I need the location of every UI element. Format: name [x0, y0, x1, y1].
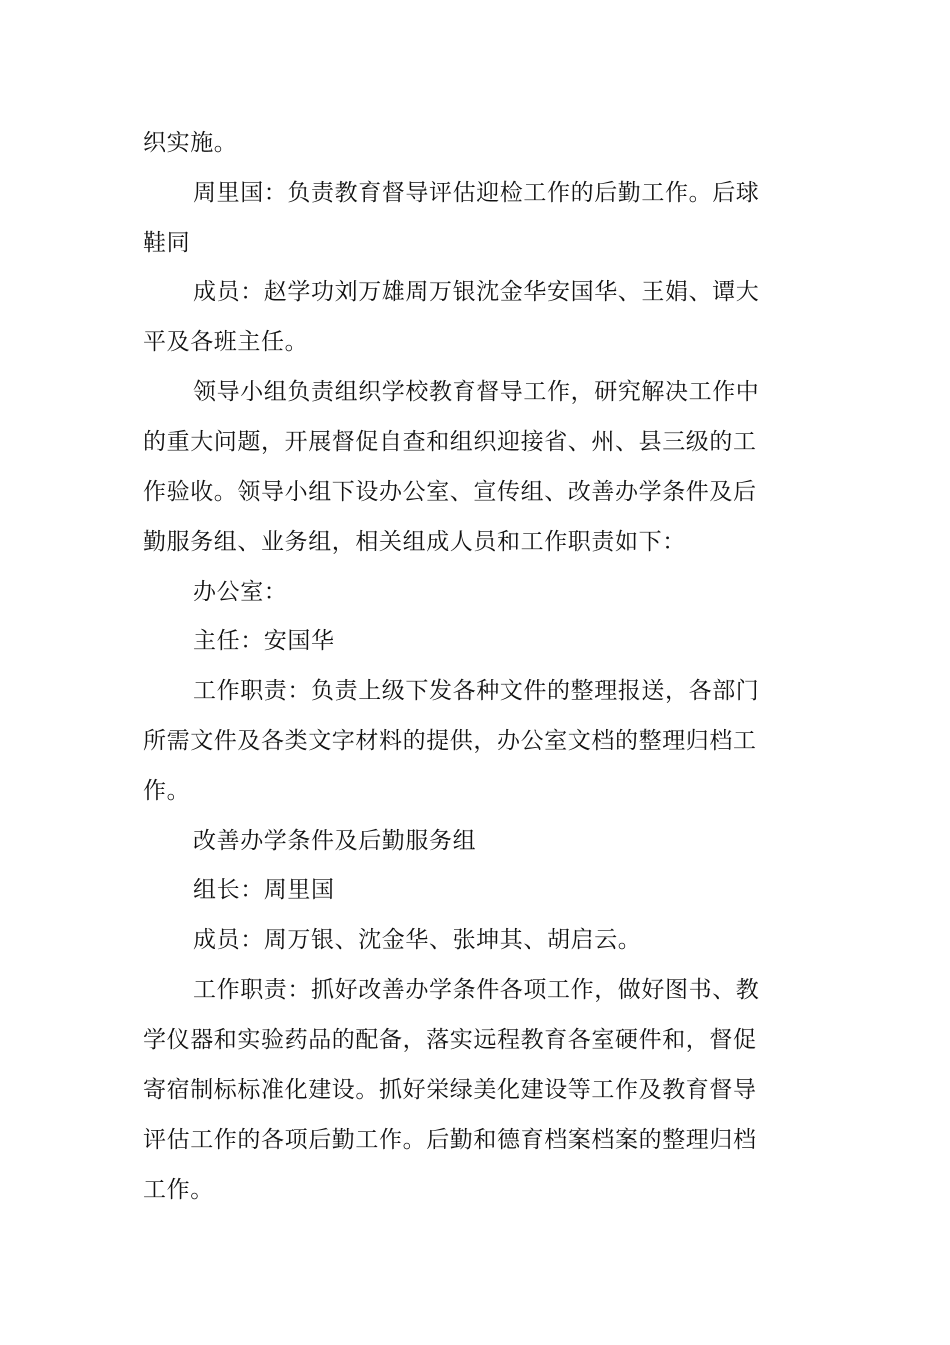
- text-line: 评估工作的各项后勤工作。后勤和德育档案档案的整理归档: [143, 1127, 757, 1153]
- text-line: 成员：赵学功刘万雄周万银沈金华安国华、王娟、谭大: [193, 279, 760, 305]
- text-line: 工作。: [143, 1177, 214, 1203]
- text-line: 作。: [143, 778, 191, 804]
- text-line: 织实施。: [143, 130, 238, 156]
- text-line: 改善办学条件及后勤服务组: [193, 828, 477, 854]
- text-line: 寄宿制标标准化建设。抓好栄绿美化建设等工作及教育督导: [143, 1077, 757, 1103]
- text-line: 鞋同: [143, 230, 191, 256]
- text-line: 工作职责：抓好改善办学条件各项工作，做好图书、教: [193, 977, 760, 1003]
- text-line: 组长：周里国: [193, 877, 335, 903]
- text-line: 工作职责：负责上级下发各种文件的整理报送，各部门: [193, 678, 760, 704]
- text-line: 作验收。领导小组下设办公室、宣传组、改善办学条件及后: [143, 479, 757, 505]
- text-line: 勤服务组、业务组，相关组成人员和工作职责如下：: [143, 529, 686, 555]
- text-line: 领导小组负责组织学校教育督导工作，研究解决工作中: [193, 379, 760, 405]
- text-line: 平及各班主任。: [143, 329, 309, 355]
- text-line: 周里国：负责教育督导评估迎检工作的后勤工作。后球: [193, 180, 760, 206]
- text-line: 的重大问题，开展督促自查和组织迎接省、州、县三级的工: [143, 429, 757, 455]
- text-line: 主任：安国华: [193, 628, 335, 654]
- text-line: 成员：周万银、沈金华、张坤其、胡启云。: [193, 927, 642, 953]
- text-line: 办公室：: [193, 579, 288, 605]
- text-line: 学仪器和实验药品的配备，落实远程教育各室硬件和，督促: [143, 1027, 757, 1053]
- text-line: 所需文件及各类文字材料的提供，办公室文档的整理归档工: [143, 728, 757, 754]
